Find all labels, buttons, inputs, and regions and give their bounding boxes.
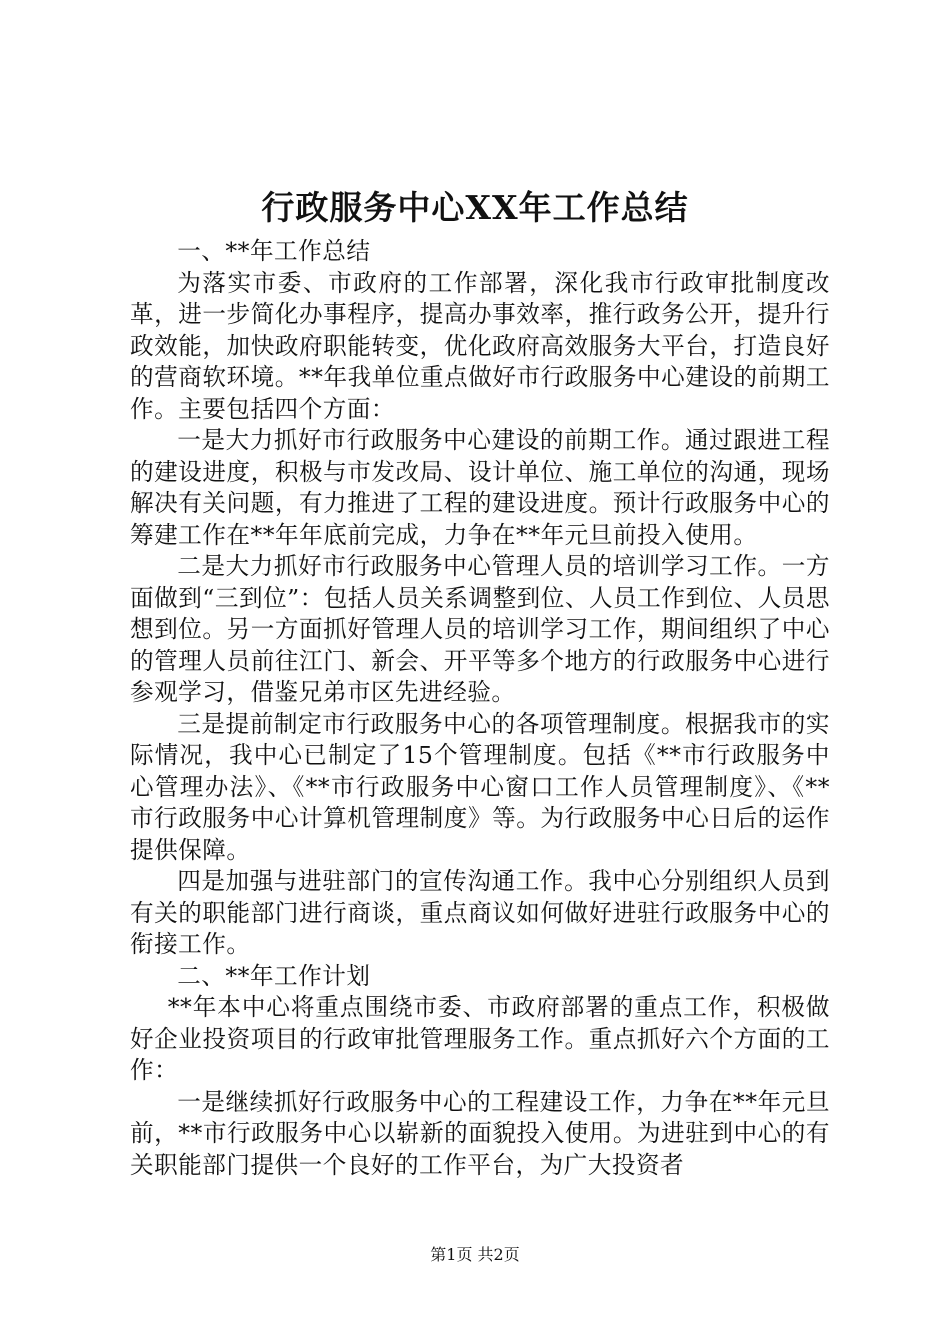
body-paragraph: 二是大力抓好市行政服务中心管理人员的培训学习工作。一方面做到“三到位”：包括人员关系调整到位、人员工作到位、人员思想到位。另一方面抓好管理人员的培训学习工作，期间组织了中心的管理人员前往江门、新会、开平等多个地方的行政服务中心进行参观学习，借鉴兄弟市区先进经验。 <box>130 552 830 706</box>
page-footer: 第1页 共2页 <box>430 1245 520 1264</box>
document-body <box>130 236 830 1181</box>
body-paragraph: 一是继续抓好行政服务中心的工程建设工作，力争在**年元旦前，**市行政服务中心以崭新的面貌投入使用。为进驻到中心的有关职能部门提供一个良好的工作平台，为广大投资者 <box>130 1087 830 1179</box>
body-paragraph: **年本中心将重点围绕市委、市政府部署的重点工作，积极做好企业投资项目的行政审批管理服务工作。重点抓好六个方面的工作： <box>130 993 830 1084</box>
body-paragraph: 一是大力抓好市行政服务中心建设的前期工作。通过跟进工程的建设进度，积极与市发改局、设计单位、施工单位的沟通，现场解决有关问题，有力推进了工程的建设进度。预计行政服务中心的筹建工作在**年年底前完成，力争在**年元旦前投入使用。 <box>130 426 830 549</box>
body-paragraph: 为落实市委、市政府的工作部署，深化我市行政审批制度改革，进一步简化办事程序，提高办事效率，推行政务公开，提升行政效能，加快政府职能转变，优化政府高效服务大平台，打造良好的营商软环境。**年我单位重点做好市行政服务中心建设的前期工作。主要包括四个方面： <box>130 268 830 423</box>
section-heading: 二、**年工作计划 <box>177 961 371 990</box>
document-title: 行政服务中心XX年工作总结 <box>261 188 689 227</box>
section-heading: 一、**年工作总结 <box>177 237 371 265</box>
body-paragraph: 四是加强与进驻部门的宣传沟通工作。我中心分别组织人员到有关的职能部门进行商谈，重点商议如何做好进驻行政服务中心的衔接工作。 <box>130 867 830 958</box>
body-paragraph: 三是提前制定市行政服务中心的各项管理制度。根据我市的实际情况，我中心已制定了15个管理制度。包括《**市行政服务中心管理办法》、《**市行政服务中心窗口工作人员管理制度》、《**市行政服务中心计算机管理制度》等。为行政服务中心日后的运作提供保障。 <box>130 709 830 864</box>
